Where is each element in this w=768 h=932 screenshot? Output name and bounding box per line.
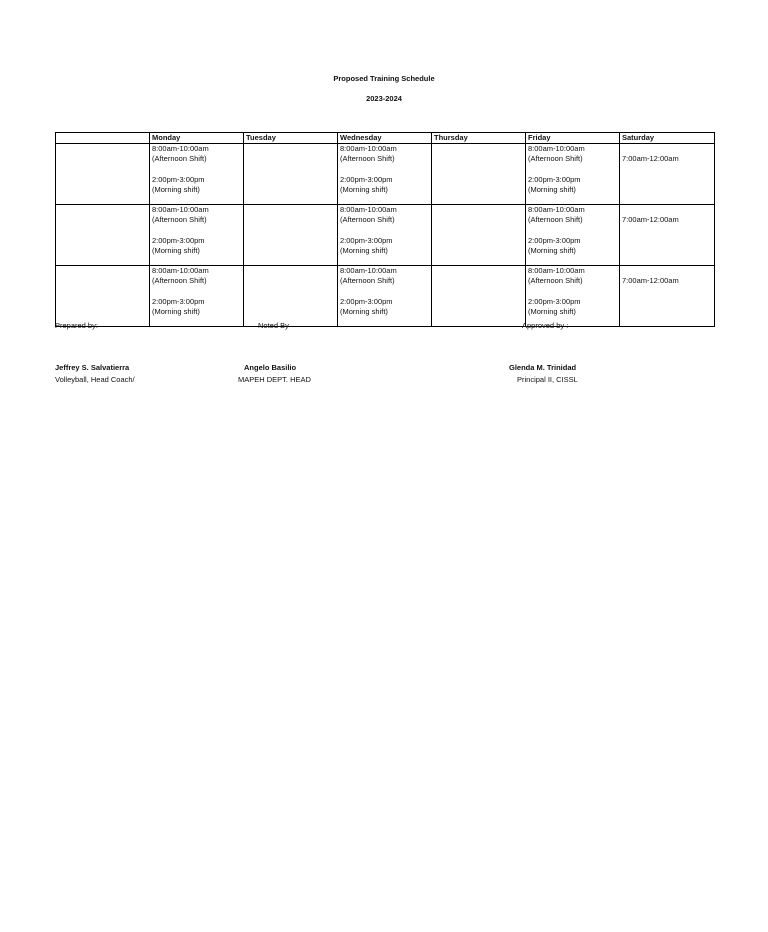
slot-shift: (Afternoon Shift) (340, 215, 395, 225)
slot-time: 2:00pm-3:00pm (152, 174, 205, 184)
table-header-row (56, 133, 715, 144)
thursday-cell (432, 266, 526, 327)
header-wednesday: Wednesday (338, 133, 432, 144)
wednesday-cell (338, 144, 432, 205)
slot-shift: (Afternoon Shift) (528, 154, 583, 164)
header-saturday: Saturday (620, 133, 715, 144)
noter-name: Angelo Basilio (244, 363, 297, 372)
thursday-cell (432, 144, 526, 205)
slot-time: 2:00pm-3:00pm (340, 174, 393, 184)
tuesday-cell (244, 144, 338, 205)
document-title: Proposed Training Schedule (333, 74, 435, 83)
approver-role: Principal II, CISSL (517, 375, 578, 384)
slot-time: 2:00pm-3:00pm (528, 174, 581, 184)
slot-shift: (Morning shift) (340, 185, 388, 195)
slot-time: 8:00am-10:00am (152, 205, 209, 214)
slot-time: 8:00am-10:00am (340, 205, 397, 214)
slot-time: 8:00am-10:00am (340, 144, 397, 153)
table-row (56, 266, 715, 327)
slot-shift: (Afternoon Shift) (528, 276, 583, 286)
friday-cell (526, 205, 620, 266)
header-blank (56, 133, 150, 144)
row-label-cell (56, 205, 150, 266)
header-tuesday: Tuesday (244, 133, 338, 144)
slot-shift: (Morning shift) (340, 246, 388, 256)
preparer-role: Volleyball, Head Coach/ (55, 375, 135, 384)
slot-time: 8:00am-10:00am (528, 205, 585, 214)
table-row (56, 144, 715, 205)
tuesday-cell (244, 205, 338, 266)
slot-shift: (Morning shift) (340, 307, 388, 317)
wednesday-cell (338, 205, 432, 266)
slot-shift: (Morning shift) (152, 246, 200, 256)
slot-time: 8:00am-10:00am (152, 266, 209, 275)
slot-time: 2:00pm-3:00pm (152, 235, 205, 245)
slot-time: 2:00pm-3:00pm (528, 296, 581, 306)
slot-time: 8:00am-10:00am (528, 144, 585, 153)
document-year: 2023-2024 (366, 94, 402, 103)
saturday-slot-time: 7:00am-12:00am (622, 154, 679, 163)
monday-cell (150, 144, 244, 205)
preparer-name: Jeffrey S. Salvatierra (55, 363, 130, 372)
header-monday: Monday (150, 133, 244, 144)
prepared-by-label: Prepared by: (55, 321, 98, 330)
noted-by-label: Noted By (258, 321, 289, 330)
header-thursday: Thursday (432, 133, 526, 144)
monday-cell (150, 266, 244, 327)
saturday-slot-time: 7:00am-12:00am (622, 215, 679, 224)
slot-time: 2:00pm-3:00pm (340, 296, 393, 306)
approver-name: Glenda M. Trinidad (509, 363, 577, 372)
table-body (56, 144, 715, 327)
slot-shift: (Morning shift) (528, 307, 576, 317)
table-row (56, 205, 715, 266)
tuesday-cell (244, 266, 338, 327)
row-label-cell (56, 144, 150, 205)
slot-shift: (Morning shift) (528, 185, 576, 195)
friday-cell (526, 144, 620, 205)
slot-time: 8:00am-10:00am (152, 144, 209, 153)
saturday-cell (620, 205, 715, 266)
training-schedule-table (55, 132, 715, 327)
noter-role: MAPEH DEPT. HEAD (238, 375, 311, 384)
row-label-cell (56, 266, 150, 327)
slot-shift: (Morning shift) (152, 185, 200, 195)
slot-shift: (Afternoon Shift) (152, 276, 207, 286)
approved-by-label: Approved by : (522, 321, 569, 330)
slot-time: 2:00pm-3:00pm (152, 296, 205, 306)
saturday-cell (620, 144, 715, 205)
saturday-cell (620, 266, 715, 327)
slot-time: 8:00am-10:00am (340, 266, 397, 275)
wednesday-cell (338, 266, 432, 327)
friday-cell (526, 266, 620, 327)
slot-shift: (Morning shift) (528, 246, 576, 256)
slot-time: 8:00am-10:00am (528, 266, 585, 275)
slot-shift: (Afternoon Shift) (528, 215, 583, 225)
thursday-cell (432, 205, 526, 266)
slot-shift: (Afternoon Shift) (340, 154, 395, 164)
saturday-slot-time: 7:00am-12:00am (622, 276, 679, 285)
slot-shift: (Afternoon Shift) (152, 154, 207, 164)
slot-time: 2:00pm-3:00pm (528, 235, 581, 245)
slot-time: 2:00pm-3:00pm (340, 235, 393, 245)
header-friday: Friday (526, 133, 620, 144)
monday-cell (150, 205, 244, 266)
slot-shift: (Morning shift) (152, 307, 200, 317)
slot-shift: (Afternoon Shift) (152, 215, 207, 225)
slot-shift: (Afternoon Shift) (340, 276, 395, 286)
